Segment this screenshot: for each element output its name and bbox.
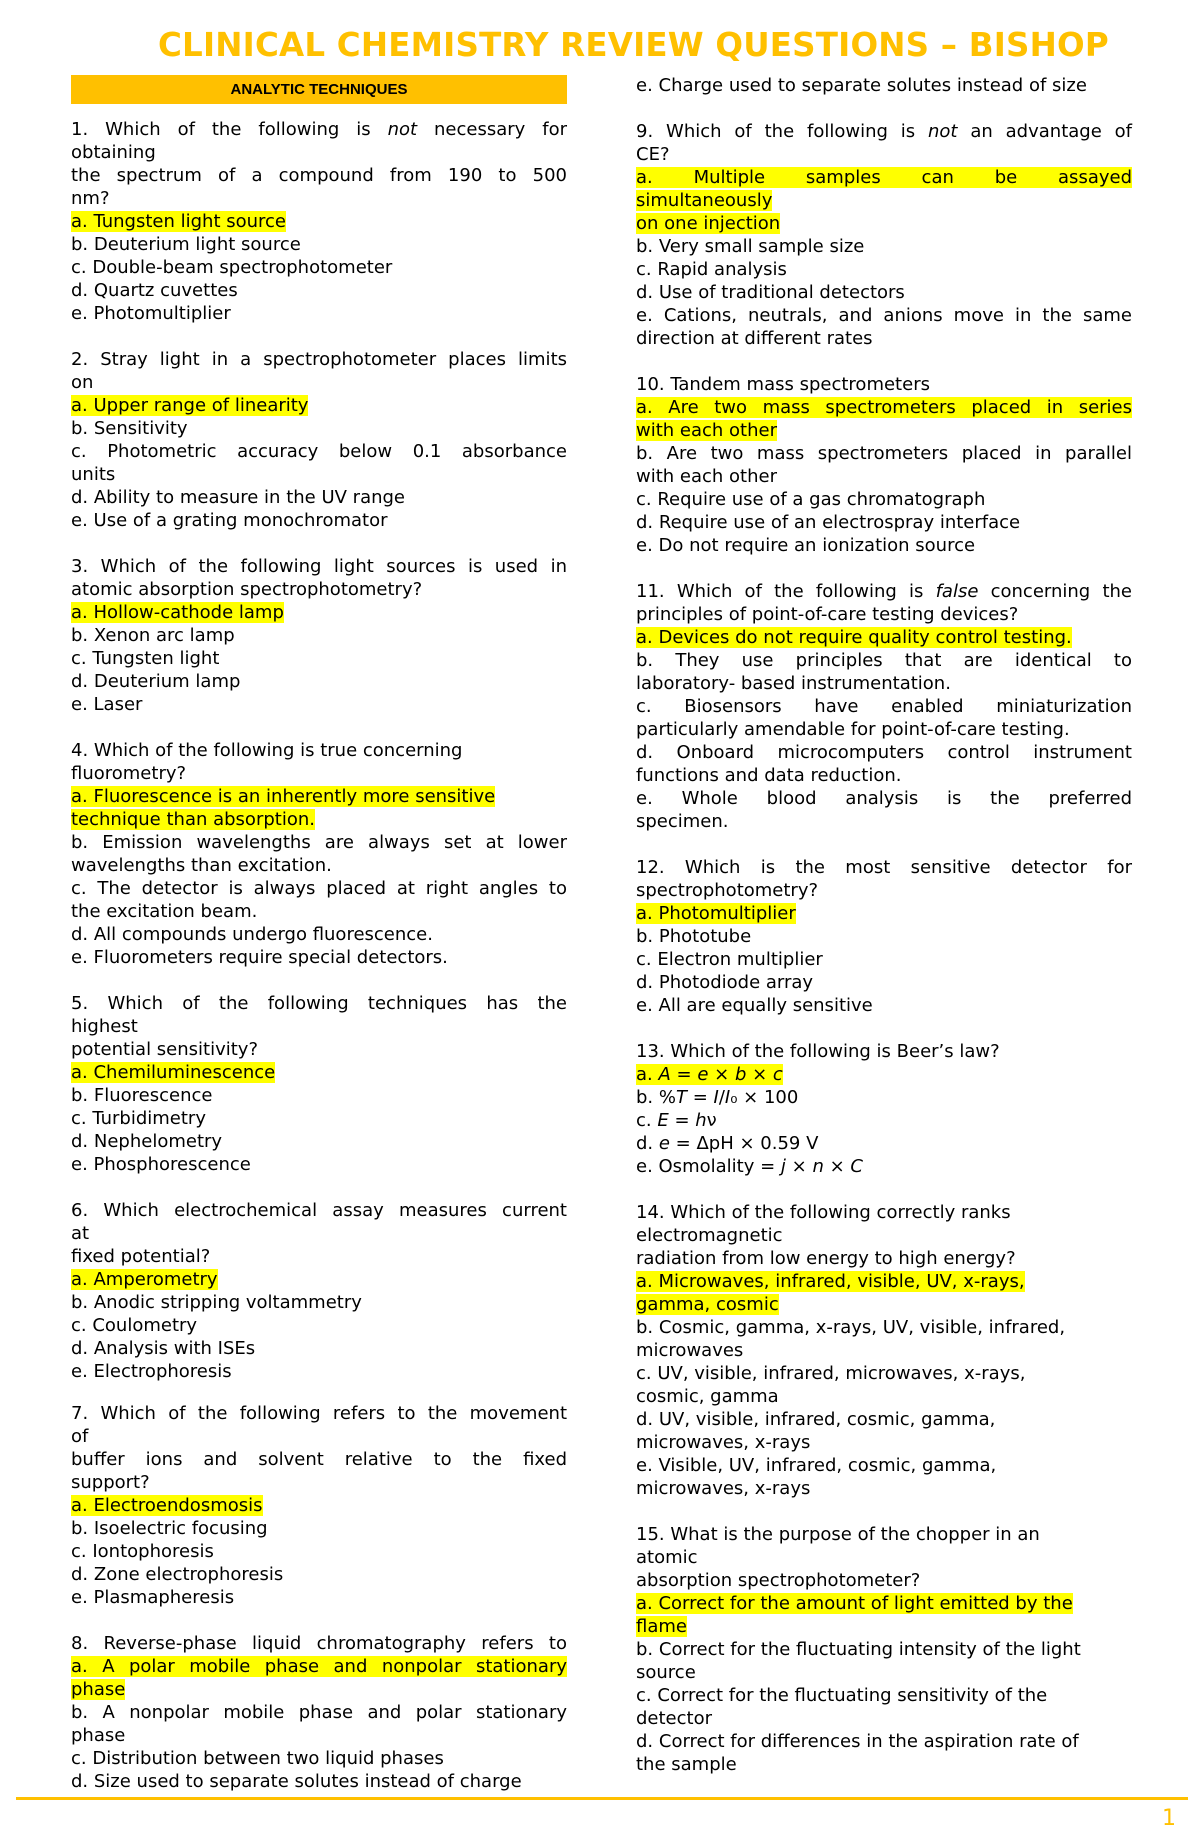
question-line [71,1061,567,1084]
question-line: with each other [636,466,777,487]
question-line: wavelengths than excitation. [71,855,332,876]
question-line: 1. Which of the following is not necessary for [71,119,567,140]
question-line: e. Fluorometers require special detectors. [71,947,448,968]
answer-highlight: a. Are two mass spectrometers placed in series [636,397,1132,418]
question-line: support? [71,1472,150,1493]
question-line: d. Photodiode array [636,972,814,993]
question-spacer [71,325,567,348]
question-line: 11. Which of the following is false concerning the [636,581,1132,602]
question-line: laboratory- based instrumentation. [636,673,951,694]
document-title: CLINICAL CHEMISTRY REVIEW QUESTIONS – BISHOP [158,26,1109,64]
question-line: e. Cations, neutrals, and anions move in the same [636,305,1132,326]
question-line: c. Correct for the fluctuating sensitivity of the [636,1685,1048,1706]
question-line: fluorometry? [71,763,187,784]
question-line: potential sensitivity? [71,1039,259,1060]
question-q14 [636,1201,1132,1500]
question-q11 [636,580,1132,833]
answer-highlight: a. Hollow-cathode lamp [71,602,284,623]
question-line: b. %T = I/I₀ × 100 [636,1087,799,1108]
answer-highlight: a. Chemiluminescence [71,1062,276,1083]
question-line: e. Electrophoresis [71,1361,232,1382]
answer-highlight: phase [71,1679,126,1700]
question-line [636,1063,1132,1086]
answer-highlight: a. Electroendosmosis [71,1495,263,1516]
footer-rule [16,1797,1188,1800]
question-q3 [71,555,567,716]
answer-highlight: a. Upper range of linearity [71,395,309,416]
right-column [636,74,1132,1776]
question-line: b. Phototube [636,926,752,947]
question-line: e. All are equally sensitive [636,995,873,1016]
question-line: 9. Which of the following is not an advantage of [636,121,1132,142]
question-line: 7. Which of the following refers to the movement [71,1403,567,1424]
question-line [636,1592,1132,1615]
question-line: 4. Which of the following is true concerning [71,740,463,761]
question-line: atomic [636,1547,698,1568]
question-q4 [71,739,567,969]
question-q10 [636,373,1132,557]
question-line: of [71,1426,89,1447]
question-line: c. E = hν [636,1110,717,1131]
answer-highlight: a. Tungsten light source [71,211,287,232]
question-line [71,1494,567,1517]
question-line: functions and data reduction. [636,765,902,786]
question-q12 [636,856,1132,1017]
question-q15 [636,1523,1132,1776]
question-line: b. Sensitivity [71,418,188,439]
question-line: 3. Which of the following light sources is used in [71,556,567,577]
question-line [71,785,567,808]
question-line: atomic absorption spectrophotometry? [71,579,423,600]
question-line [636,1270,1132,1293]
answer-highlight: technique than absorption. [71,809,315,830]
question-line: e. Visible, UV, infrared, cosmic, gamma, [636,1455,997,1476]
question-line: d. Quartz cuvettes [71,280,238,301]
question-line: buffer ions and solvent relative to the fixed [71,1449,567,1470]
question-q9 [636,120,1132,350]
question-line: radiation from low energy to high energy? [636,1248,1016,1269]
question-line: c. Photometric accuracy below 0.1 absorbance [71,441,567,462]
question-line: e. Charge used to separate solutes instead of size [636,75,1087,96]
question-line: particularly amendable for point-of-care testing. [636,719,1070,740]
question-line: e. Photomultiplier [71,303,231,324]
question-line: highest [71,1016,138,1037]
answer-highlight: a. Fluorescence is an inherently more sensitive [71,786,496,807]
answer-highlight: a. Correct for the amount of light emitted by the [636,1593,1073,1614]
question-line: c. Biosensors have enabled miniaturization [636,696,1132,717]
question-line: b. Xenon arc lamp [71,625,235,646]
question-spacer [71,1609,567,1632]
question-line: specimen. [636,811,729,832]
question-line: principles of point-of-care testing devices? [636,604,1019,625]
question-line: c. Distribution between two liquid phases [71,1748,444,1769]
question-line [636,1615,1132,1638]
question-line [636,166,1132,189]
question-line: d. Onboard microcomputers control instrument [636,742,1132,763]
section-heading: ANALYTIC TECHNIQUES [71,75,567,104]
question-line: 8. Reverse-phase liquid chromatography refers to [71,1633,567,1654]
question-line: b. They use principles that are identical to [636,650,1132,671]
answer-highlight: a. Photomultiplier [636,903,796,924]
question-line: e. Do not require an ionization source [636,535,976,556]
question-line: c. Double-beam spectrophotometer [71,257,393,278]
question-q8-cont [636,74,1132,97]
question-spacer [636,557,1132,580]
question-line: b. Cosmic, gamma, x-rays, UV, visible, infrared, [636,1317,1066,1338]
answer-highlight: with each other [636,420,777,441]
question-line: microwaves, x-rays [636,1432,811,1453]
question-line [71,1678,567,1701]
question-line: detector [636,1708,712,1729]
question-line: microwaves, x-rays [636,1478,811,1499]
question-line: b. A nonpolar mobile phase and polar stationary [71,1702,567,1723]
question-line: cosmic, gamma [636,1386,779,1407]
question-line: d. Analysis with ISEs [71,1338,256,1359]
question-line: b. Emission wavelengths are always set at lower [71,832,567,853]
question-line [636,1293,1132,1316]
question-line: microwaves [636,1340,744,1361]
question-line: units [71,464,116,485]
question-line: c. Require use of a gas chromatograph [636,489,986,510]
question-q13 [636,1040,1132,1178]
answer-highlight: a. Devices do not require quality control testing. [636,627,1072,648]
question-line: 14. Which of the following correctly ranks [636,1202,1011,1223]
question-line: d. Size used to separate solutes instead of charge [71,1771,522,1792]
question-line: e. Whole blood analysis is the preferred [636,788,1132,809]
question-line: nm? [71,188,110,209]
question-line: fixed potential? [71,1246,211,1267]
question-spacer [71,532,567,555]
question-spacer [636,1500,1132,1523]
answer-highlight: on one injection [636,213,781,234]
question-line: at [71,1223,90,1244]
answer-highlight: flame [636,1616,687,1637]
question-line: 13. Which of the following is Beer’s law? [636,1041,1000,1062]
question-line: CE? [636,144,670,165]
answer-highlight: gamma, cosmic [636,1294,779,1315]
question-line: b. Are two mass spectrometers placed in parallel [636,443,1132,464]
question-line: b. Fluorescence [71,1085,213,1106]
question-q7 [71,1402,567,1609]
question-spacer [636,97,1132,120]
question-line: 10. Tandem mass spectrometers [636,374,930,395]
question-line: absorption spectrophotometer? [636,1570,921,1591]
answer-highlight: a. A = e × b × c [636,1064,783,1085]
question-line: c. Rapid analysis [636,259,787,280]
answer-highlight: a. A polar mobile phase and nonpolar stationary [71,1656,567,1677]
question-line: 5. Which of the following techniques has the [71,993,567,1014]
question-spacer [71,969,567,992]
question-line [636,189,1132,212]
question-spacer [636,1017,1132,1040]
question-line: b. Very small sample size [636,236,865,257]
question-line: 6. Which electrochemical assay measures current [71,1200,567,1221]
question-line: b. Deuterium light source [71,234,301,255]
question-line: the excitation beam. [71,901,258,922]
question-line: d. Ability to measure in the UV range [71,487,406,508]
question-line: c. The detector is always placed at right angles to [71,878,567,899]
question-line [636,419,1132,442]
question-spacer [636,350,1132,373]
question-line: d. All compounds undergo fluorescence. [71,924,433,945]
question-line [636,902,1132,925]
question-line: direction at different rates [636,328,873,349]
question-spacer [636,1178,1132,1201]
question-line: b. Anodic stripping voltammetry [71,1292,362,1313]
question-line [636,396,1132,419]
answer-highlight: a. Multiple samples can be assayed [636,167,1132,188]
question-line [636,212,1132,235]
question-line: c. UV, visible, infrared, microwaves, x-rays, [636,1363,1026,1384]
question-line: 2. Stray light in a spectrophotometer places limits [71,349,567,370]
question-line: the spectrum of a compound from 190 to 500 [71,165,567,186]
question-line: 12. Which is the most sensitive detector for [636,857,1132,878]
question-line: electromagnetic [636,1225,783,1246]
question-line: d. e = ΔpH × 0.59 V [636,1133,819,1154]
question-line: e. Laser [71,694,143,715]
question-line [71,808,567,831]
question-line: c. Turbidimetry [71,1108,206,1129]
question-line: c. Coulometry [71,1315,198,1336]
question-line: d. Nephelometry [71,1131,223,1152]
question-line [71,1268,567,1291]
question-line: the sample [636,1754,737,1775]
question-line: b. Correct for the fluctuating intensity of the light [636,1639,1081,1660]
question-line: e. Phosphorescence [71,1154,251,1175]
question-line: c. Iontophoresis [71,1541,214,1562]
question-line: e. Plasmapheresis [71,1587,235,1608]
question-q6 [71,1199,567,1383]
answer-highlight: simultaneously [636,190,773,211]
question-spacer [71,1383,567,1402]
question-line: source [636,1662,696,1683]
question-line [636,626,1132,649]
question-line: b. Isoelectric focusing [71,1518,268,1539]
question-spacer [636,833,1132,856]
page-number: 1 [1162,1806,1176,1831]
question-line: obtaining [71,142,156,163]
question-line: e. Use of a grating monochromator [71,510,388,531]
question-line [71,210,567,233]
question-q2 [71,348,567,532]
question-line [71,1655,567,1678]
question-line: d. Correct for differences in the aspiration rate of [636,1731,1079,1752]
left-column [71,118,567,1793]
question-line [71,394,567,417]
question-line: d. Deuterium lamp [71,671,241,692]
answer-highlight: a. Microwaves, infrared, visible, UV, x-rays, [636,1271,1025,1292]
question-line: d. Require use of an electrospray interface [636,512,1021,533]
question-q8 [71,1632,567,1793]
question-line: on [71,372,94,393]
question-q5 [71,992,567,1176]
question-line: d. Use of traditional detectors [636,282,905,303]
question-spacer [71,1176,567,1199]
answer-highlight: a. Amperometry [71,1269,218,1290]
question-line: c. Electron multiplier [636,949,823,970]
question-spacer [71,716,567,739]
question-line: d. UV, visible, infrared, cosmic, gamma, [636,1409,996,1430]
question-line: spectrophotometry? [636,880,819,901]
question-line: e. Osmolality = j × n × C [636,1156,863,1177]
question-q1 [71,118,567,325]
question-line: 15. What is the purpose of the chopper in an [636,1524,1040,1545]
question-line: phase [71,1725,126,1746]
question-line: c. Tungsten light [71,648,220,669]
question-line: d. Zone electrophoresis [71,1564,284,1585]
question-line [71,601,567,624]
